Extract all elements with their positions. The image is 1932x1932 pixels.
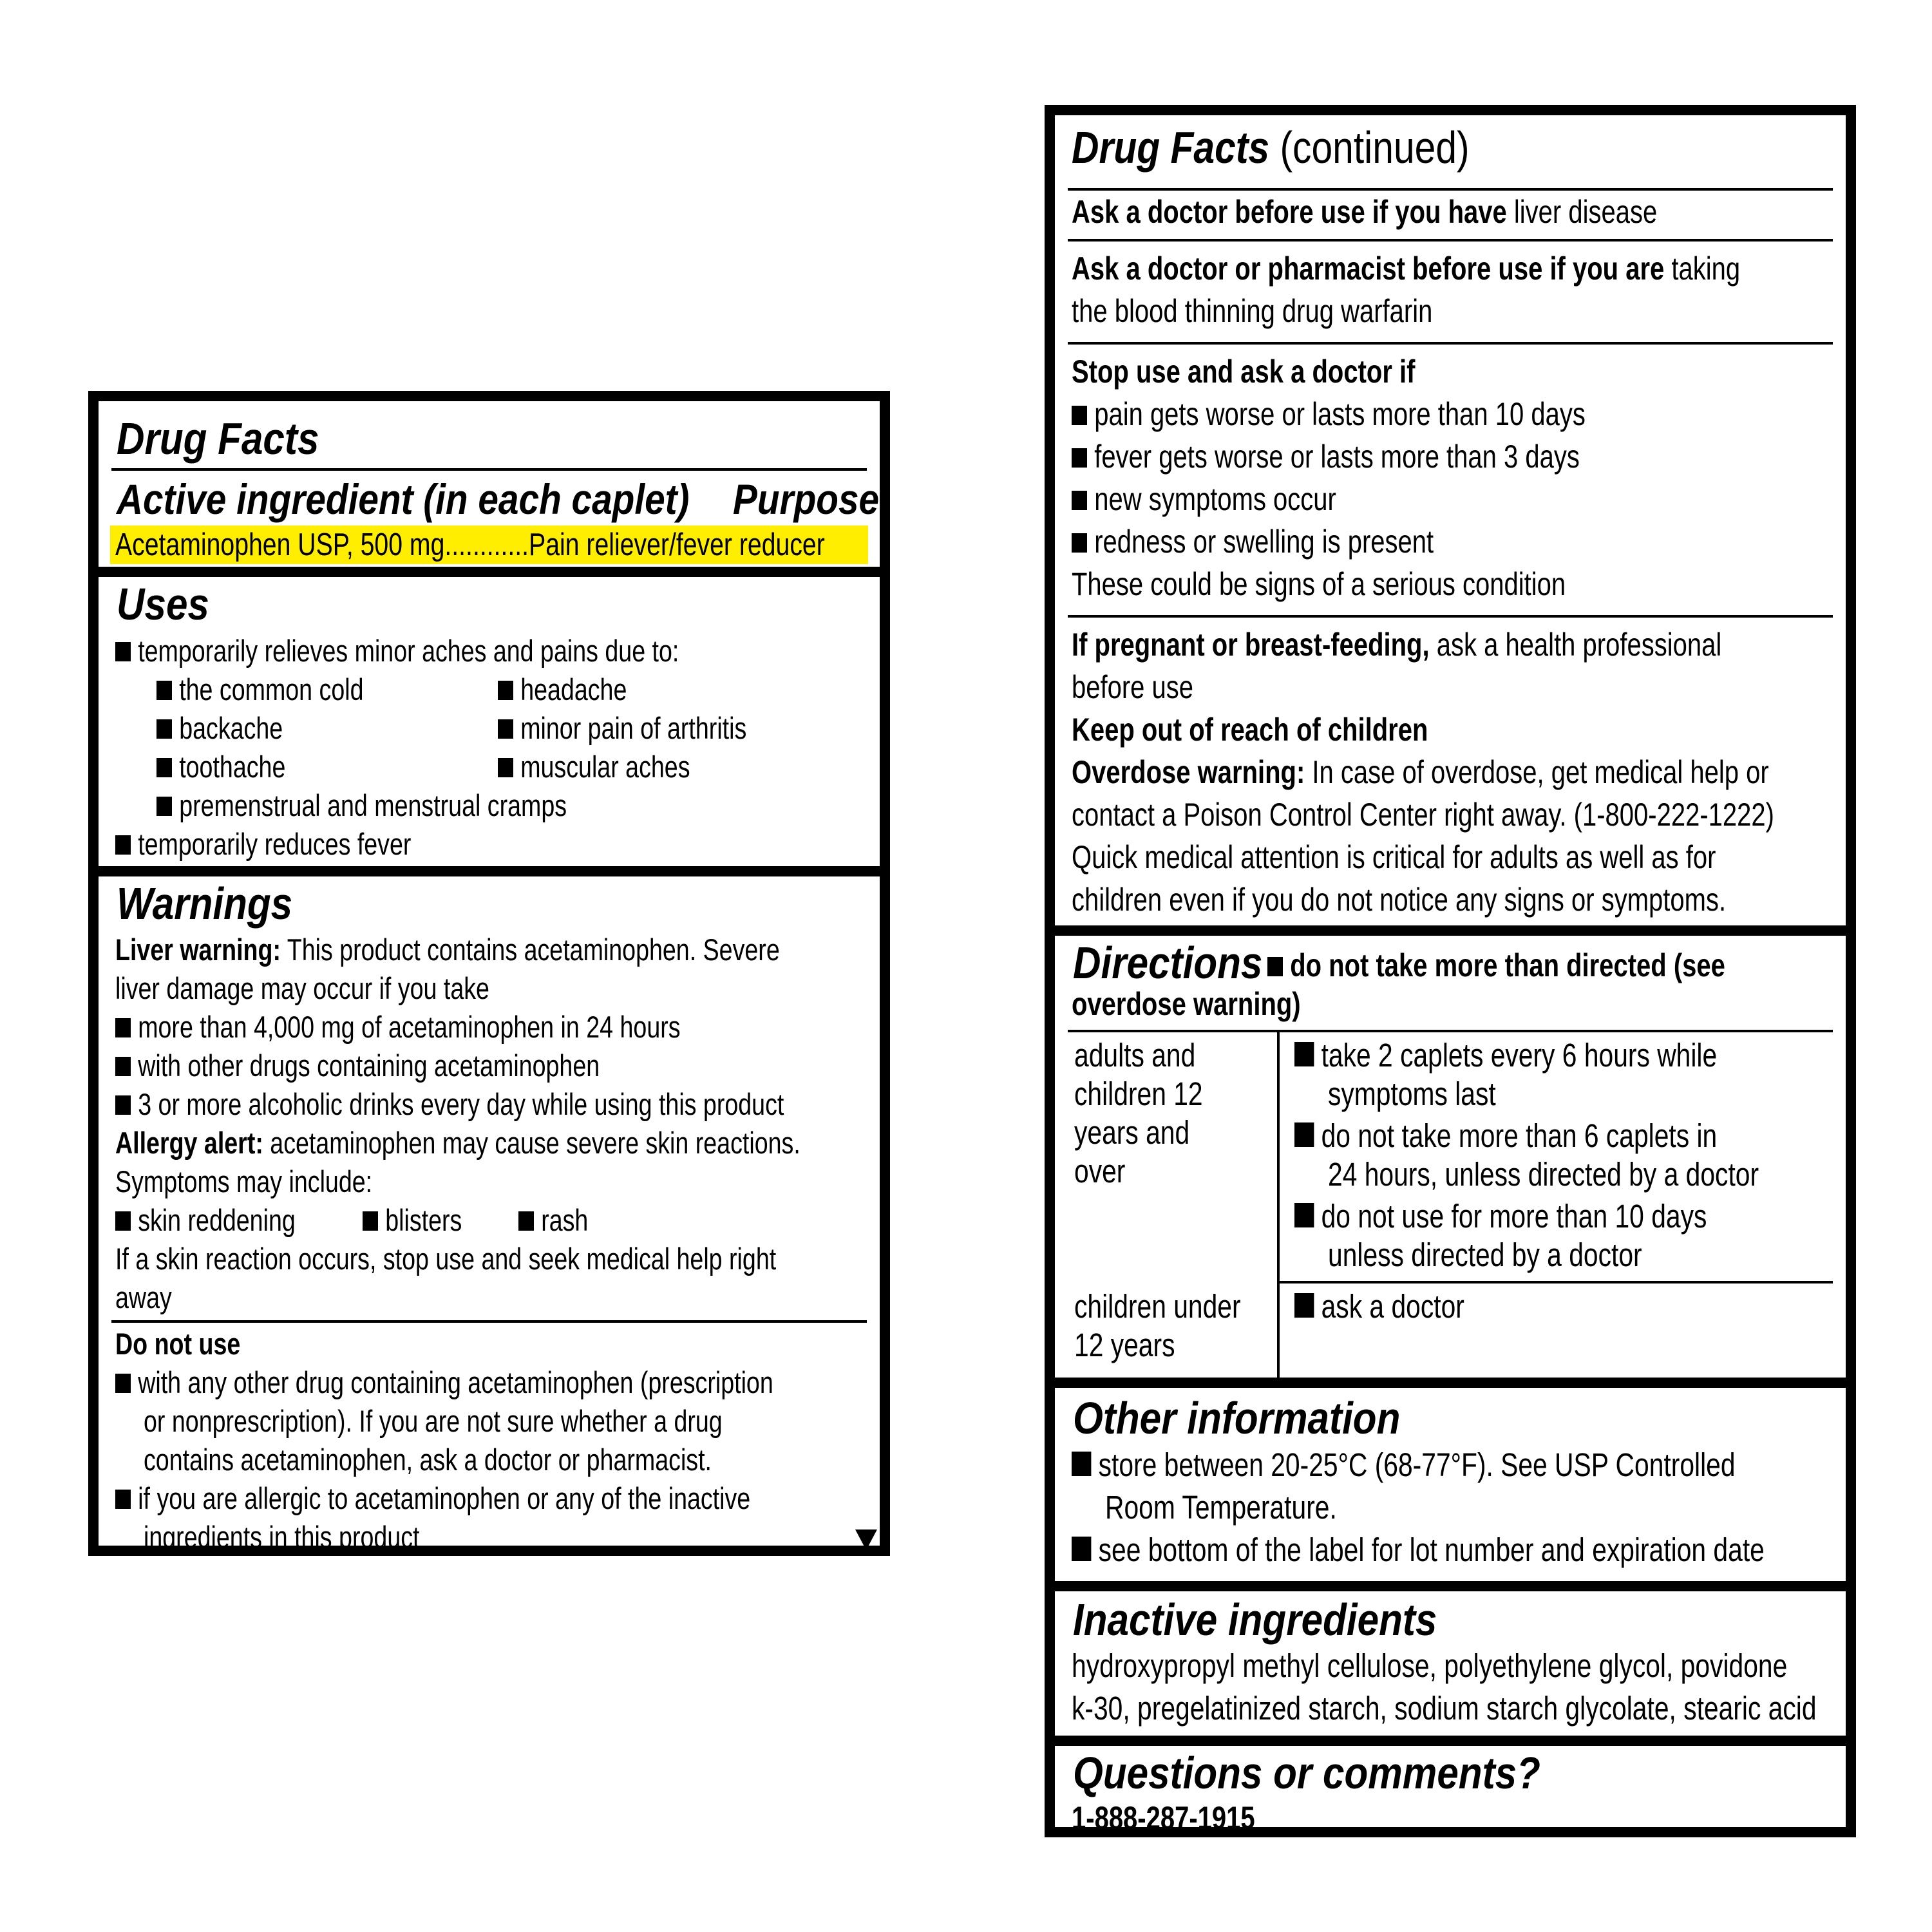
divider [111, 1320, 867, 1323]
directions-item: do not take more than 6 caplets in [1294, 1117, 1717, 1155]
bullet-icon [115, 1057, 131, 1076]
uses-subitem: headache [498, 670, 627, 709]
divider [1068, 239, 1833, 242]
bullet-icon [115, 835, 131, 855]
bullet-icon [1294, 1122, 1314, 1147]
allergy-alert: Allergy alert: acetaminophen may cause severe skin reactions. [115, 1126, 800, 1160]
directions-item: do not use for more than 10 days [1294, 1197, 1707, 1236]
directions-item-cont: unless directed by a doctor [1328, 1236, 1642, 1273]
bullet-icon [1294, 1042, 1314, 1066]
panel-title: Drug Facts [117, 413, 319, 464]
bullet-icon [1267, 957, 1283, 976]
continue-arrow-icon [855, 1530, 877, 1550]
warnings-heading: Warnings [117, 878, 293, 929]
other-info-item: store between 20-25°C (68-77°F). See USP Controlled [1072, 1446, 1736, 1484]
stop-use-item: new symptoms occur [1072, 480, 1336, 518]
pregnant-line: If pregnant or breast-feeding, ask a health professional [1072, 627, 1722, 663]
other-info-item-cont: Room Temperature. [1105, 1489, 1337, 1526]
directions-row-label: children 12 [1074, 1075, 1203, 1112]
divider [1068, 615, 1833, 618]
bullet-icon [1072, 1537, 1091, 1561]
overdose-warning-cont: contact a Poison Control Center right away. (1-800-222-1222) [1072, 797, 1774, 833]
skin-reaction-text: If a skin reaction occurs, stop use and seek medical help right [115, 1242, 777, 1276]
uses-item: temporarily reduces fever [115, 825, 411, 864]
do-not-use-item: if you are allergic to acetaminophen or any of the inactive [115, 1479, 750, 1518]
bullet-icon [1294, 1203, 1314, 1227]
directions-table-column-divider [1277, 1030, 1280, 1378]
liver-item: 3 or more alcoholic drinks every day while using this product [115, 1085, 784, 1124]
panel-title: Drug Facts (continued) [1072, 122, 1470, 173]
stop-use-item: pain gets worse or lasts more than 10 days [1072, 395, 1586, 433]
other-information-heading: Other information [1073, 1393, 1401, 1443]
section-divider [1055, 925, 1846, 936]
bullet-icon [498, 681, 513, 700]
directions-table-border [1068, 1030, 1833, 1032]
stop-use-item: fever gets worse or lasts more than 3 days [1072, 437, 1580, 476]
directions-row-label: years and [1074, 1114, 1190, 1151]
symptom-item: rash [518, 1201, 588, 1240]
bullet-icon [1072, 491, 1087, 510]
section-divider [99, 866, 880, 876]
directions-item: ask a doctor [1294, 1287, 1464, 1326]
bullet-icon [1294, 1293, 1314, 1318]
do-not-use-heading: Do not use [115, 1327, 241, 1361]
symptom-item: blisters [363, 1201, 462, 1240]
bullet-icon [518, 1211, 534, 1231]
bullet-icon [115, 642, 131, 661]
bullet-icon [115, 1095, 131, 1115]
inactive-ingredients-text: k-30, pregelatinized starch, sodium starch glycolate, stearic acid [1072, 1690, 1817, 1727]
bullet-icon [1072, 406, 1087, 425]
bullet-icon [363, 1211, 378, 1231]
uses-subitem: minor pain of arthritis [498, 709, 746, 748]
bullet-icon [1072, 533, 1087, 553]
ask-pharmacist-line-cont: the blood thinning drug warfarin [1072, 293, 1433, 329]
overdose-warning-cont: Quick medical attention is critical for adults as well as for [1072, 839, 1716, 875]
skin-reaction-text-cont: away [115, 1280, 172, 1314]
directions-item: take 2 caplets every 6 hours while [1294, 1036, 1717, 1075]
active-ingredient-heading: Active ingredient (in each caplet) [117, 475, 690, 523]
bullet-icon [115, 1211, 131, 1231]
liver-item: more than 4,000 mg of acetaminophen in 24 hours [115, 1008, 681, 1046]
section-divider [99, 567, 880, 577]
liver-item: with other drugs containing acetaminophen [115, 1046, 600, 1085]
bullet-icon [1072, 1452, 1091, 1476]
questions-phone: 1-888-287-1915 [1072, 1800, 1255, 1836]
inactive-ingredients-text: hydroxypropyl methyl cellulose, polyethylene glycol, povidone [1072, 1647, 1788, 1684]
stop-use-item: redness or swelling is present [1072, 522, 1434, 561]
bullet-icon [1072, 448, 1087, 468]
bullet-icon [156, 758, 172, 777]
keep-out-of-reach: Keep out of reach of children [1072, 712, 1428, 748]
do-not-use-item: with any other drug containing acetaminophen (prescription [115, 1363, 773, 1402]
divider [111, 468, 867, 471]
uses-subitem: muscular aches [498, 748, 690, 786]
section-divider [1055, 1736, 1846, 1746]
uses-subitem: toothache [156, 748, 285, 786]
uses-heading: Uses [117, 579, 209, 629]
directions-note-cont: overdose warning) [1072, 986, 1301, 1022]
directions-heading: Directions [1073, 938, 1263, 988]
overdose-warning-cont: children even if you do not notice any signs or symptoms. [1072, 882, 1727, 918]
ask-doctor-line: Ask a doctor before use if you have liver disease [1072, 194, 1658, 230]
symptom-item: skin reddening [115, 1201, 296, 1240]
stop-use-note: These could be signs of a serious condition [1072, 566, 1566, 602]
inactive-ingredients-heading: Inactive ingredients [1073, 1595, 1437, 1645]
liver-warning-cont: liver damage may occur if you take [115, 971, 489, 1005]
drug-facts-panel-left [88, 391, 890, 1556]
liver-warning: Liver warning: This product contains acetaminophen. Severe [115, 933, 780, 967]
bullet-icon [115, 1374, 131, 1393]
do-not-use-item-cont: or nonprescription). If you are not sure whether a drug [144, 1404, 723, 1438]
other-info-item: see bottom of the label for lot number and expiration date [1072, 1531, 1765, 1569]
bullet-icon [156, 681, 172, 700]
do-not-use-item-cont: contains acetaminophen, ask a doctor or pharmacist. [144, 1443, 712, 1477]
bullet-icon [115, 1018, 131, 1037]
ask-pharmacist-line: Ask a doctor or pharmacist before use if you are taking [1072, 251, 1741, 287]
uses-subitem: premenstrual and menstrual cramps [156, 786, 567, 825]
directions-row-label: adults and [1074, 1037, 1196, 1074]
overdose-warning: Overdose warning: In case of overdose, get medical help or [1072, 754, 1769, 790]
drug-facts-panel-right [1045, 105, 1856, 1837]
ingredient-line: Acetaminophen USP, 500 mg............Pain reliever/fever reducer [115, 527, 825, 562]
directions-row-label: over [1074, 1153, 1126, 1189]
section-divider [1055, 1378, 1846, 1388]
directions-note: do not take more than directed (see [1267, 946, 1725, 985]
uses-item: temporarily relieves minor aches and pains due to: [115, 632, 679, 670]
symptoms-intro: Symptoms may include: [115, 1164, 373, 1198]
pregnant-line-cont: before use [1072, 669, 1194, 705]
directions-item-cont: 24 hours, unless directed by a doctor [1328, 1156, 1759, 1193]
uses-subitem: the common cold [156, 670, 364, 709]
purpose-heading: Purpose [733, 475, 880, 523]
directions-row-divider [1277, 1281, 1833, 1283]
bullet-icon [156, 719, 172, 739]
bullet-icon [498, 758, 513, 777]
directions-row-label: 12 years [1074, 1327, 1175, 1363]
bullet-icon [115, 1490, 131, 1509]
stop-use-heading: Stop use and ask a doctor if [1072, 354, 1416, 390]
questions-heading: Questions or comments? [1073, 1748, 1540, 1798]
section-divider [1055, 1581, 1846, 1591]
directions-item-cont: symptoms last [1328, 1075, 1496, 1112]
bullet-icon [498, 719, 513, 739]
uses-subitem: backache [156, 709, 283, 748]
divider [1068, 188, 1833, 191]
bullet-icon [156, 797, 172, 816]
directions-row-label: children under [1074, 1288, 1241, 1325]
divider [1068, 342, 1833, 345]
do-not-use-item-cont: ingredients in this product [144, 1520, 420, 1554]
